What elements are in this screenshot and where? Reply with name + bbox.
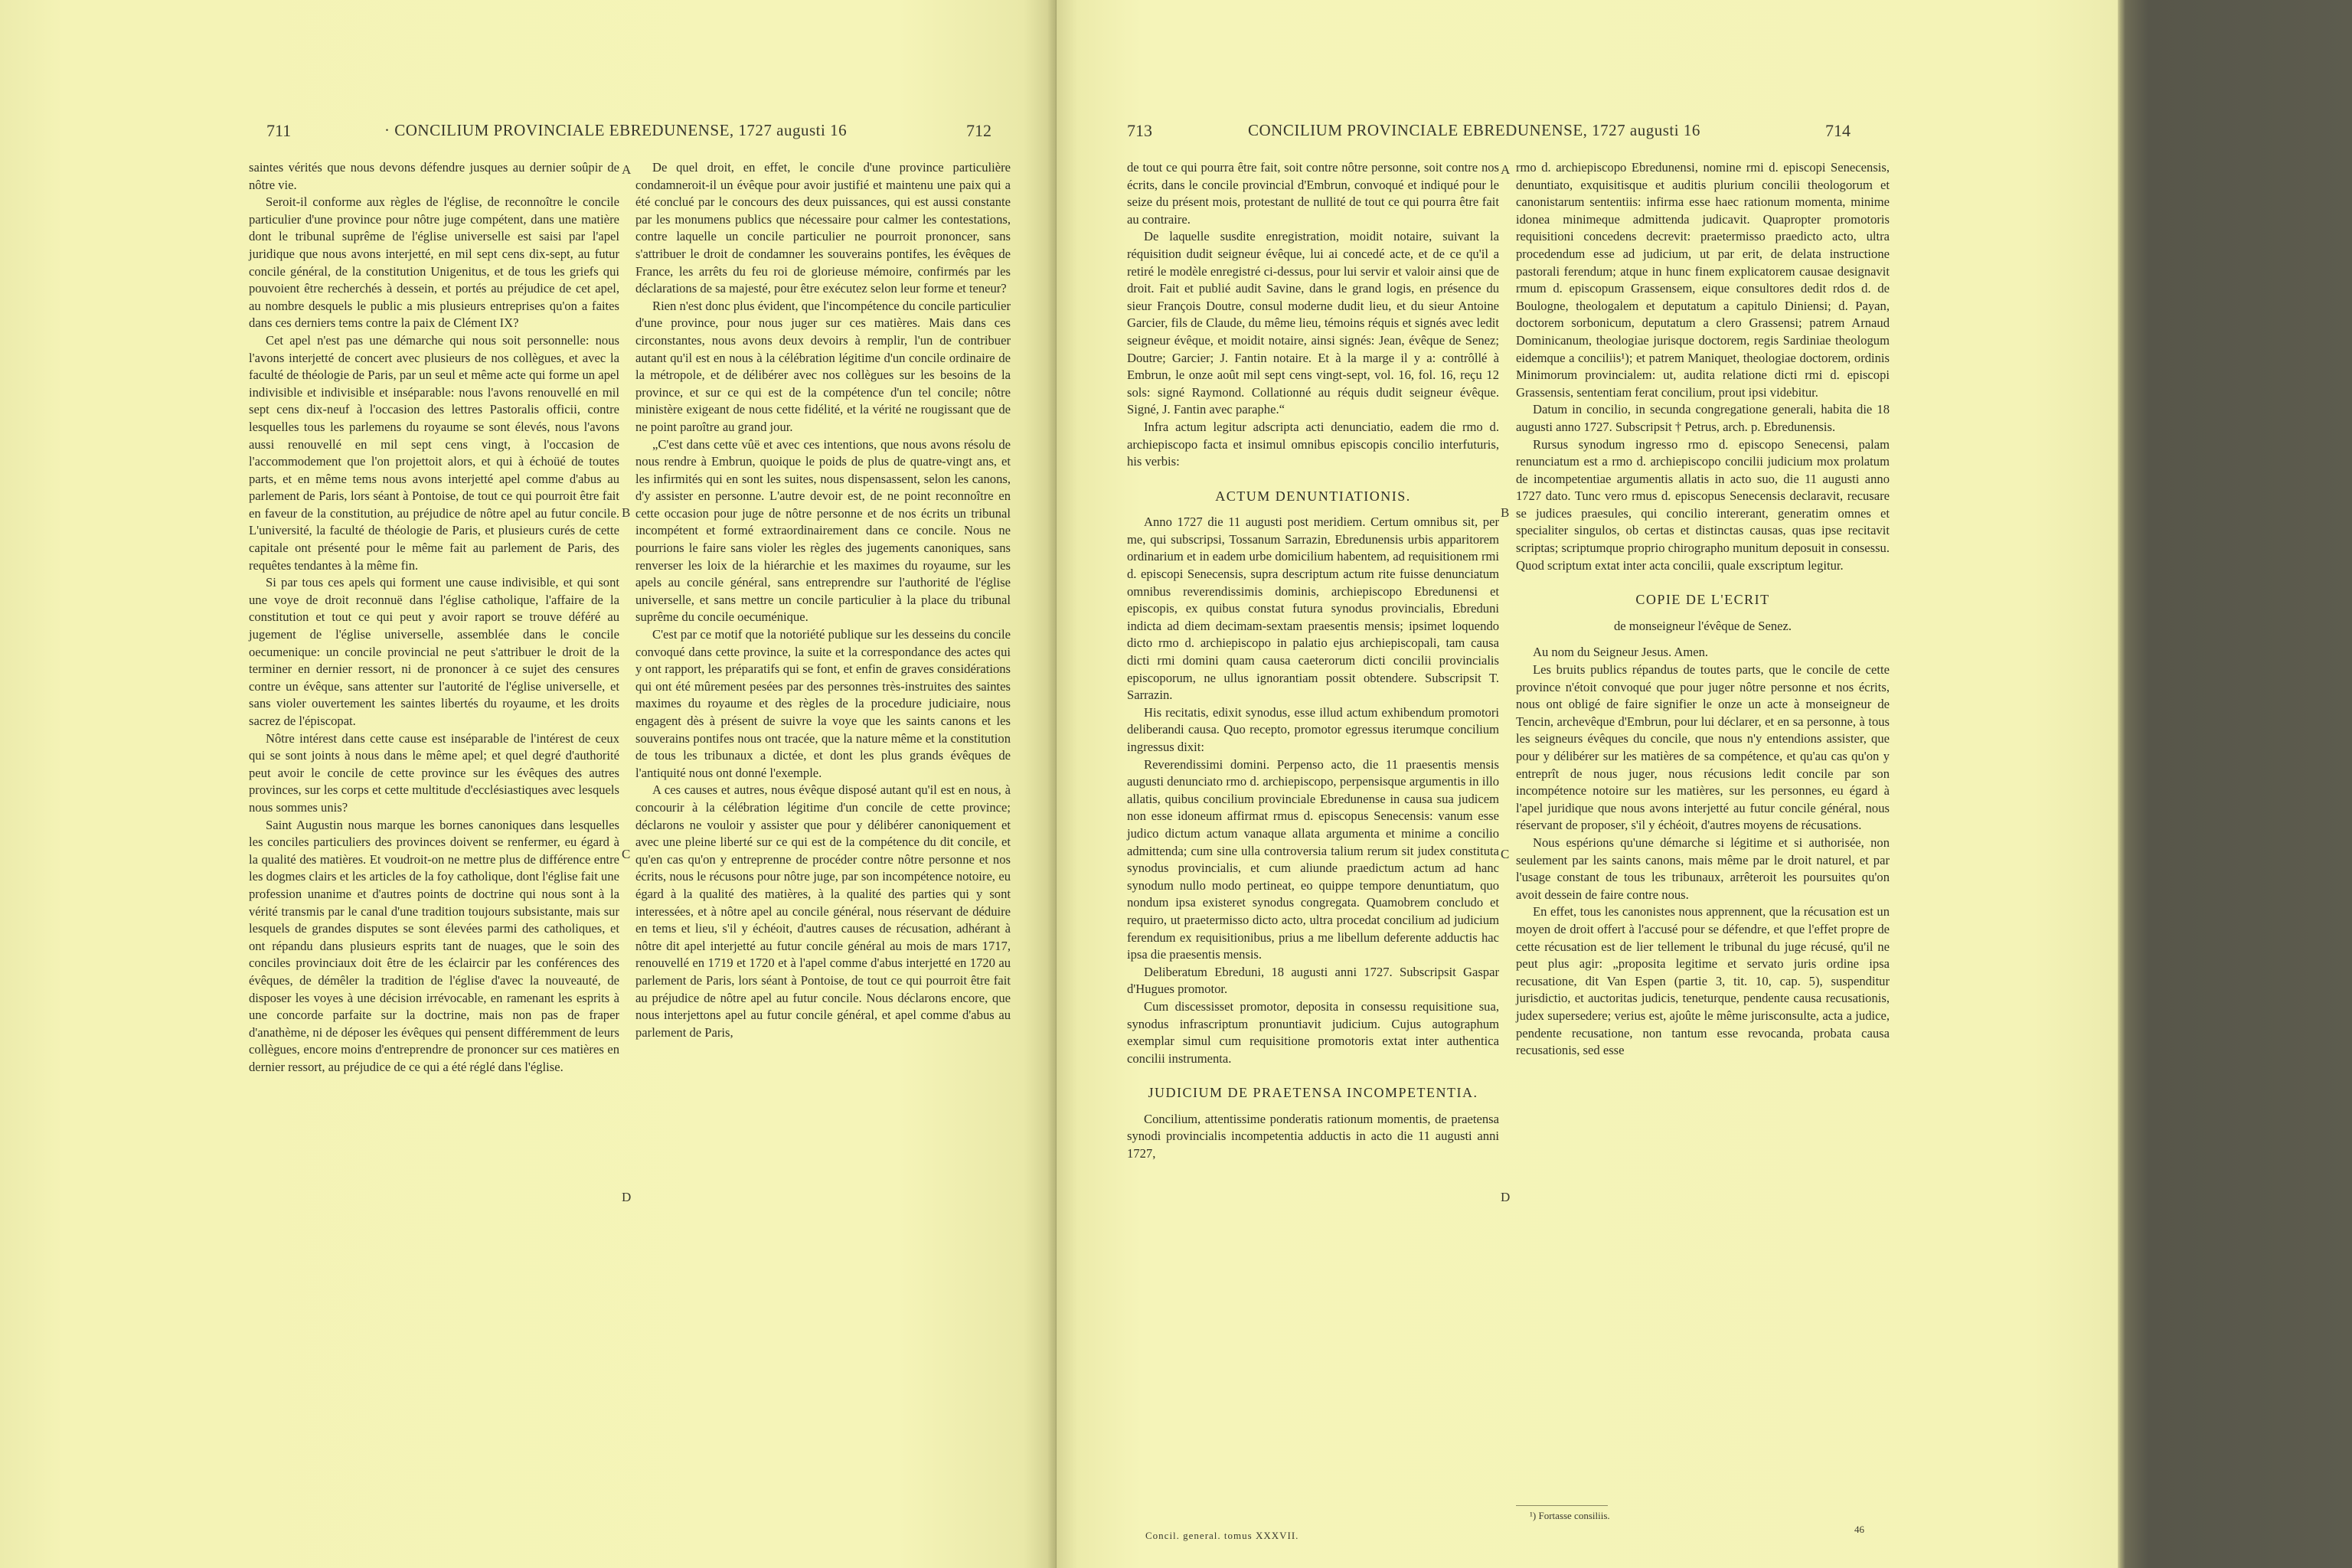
left-page [0, 0, 1055, 1568]
paragraph: Cum discessisset promotor, deposita in consessu requisitione sua, synodus infrascriptum pronuntiavit judicium. Cujus autographum exemplar simul cum requisitione promotoris extat inter authentica concilii instrumenta. [1127, 998, 1499, 1066]
margin-letter: D [622, 1190, 632, 1204]
margin-letter: B [1501, 505, 1510, 520]
background-edge [2118, 0, 2352, 1568]
section-subheading: de monseigneur l'évêque de Senez. [1614, 618, 1792, 633]
page-number: 711 [266, 121, 292, 140]
text-column-right [635, 159, 1011, 1041]
paragraph: His recitatis, edixit synodus, esse illud actum exhibendum promotori deliberandi causa. Quo recepto, promotor egressus iterumque concilium ingressus dixit: [1127, 704, 1499, 754]
text-column-left [1127, 159, 1499, 1163]
paragraph: rmo d. archiepiscopo Ebredunensi, nomine rmi d. episcopi Senecensis, denuntiato, exquisitisque et auditis plurium concilii theologorum et canonistarum sententiis: infirma esse haec rationum momenta, minime idonea minimeque admittenda judicavit. Quapropter promotoris requisitioni concedens decrevit: praetermisso praedicto acto, ultra procedendum esse ad judicium, ut par erit, de delata instructione pastorali ferendum; atque in hunc finem explicatorem causae designavit rmum d. episcopum Grassensem, eique consultores dedit rdos d. de Boulogne, theologalem et deputatum a capitulo Diniensi; d. Payan, doctorem sorbonicum, deputatum a clero Grassensi; patrem Arnaud Dominicanum, theologiae jurisque doctorem, regis Sardiniae theologum eidemque a conciliis¹); et patrem Maniquet, theologiae doctorem, ordinis Minimorum provincialem: ut, audita relatione dicti rmi d. episcopi Grassensis, sententiam ferat concilium, prout ipsi videbitur. [1516, 160, 1890, 400]
section-heading: ACTUM DENUNTIATIONIS. [1215, 488, 1411, 504]
text-column-right [1516, 159, 1890, 1060]
paragraph: A ces causes et autres, nous évêque disposé autant qu'il est en nous, à concourir à la célébration légitime d'un concile de cette province; déclarons ne vouloir y assister que pour y délibérer canoniquement et avec une pleine liberté sur ce qui est de la compétence du dit concile, et qu'en cas qu'on y entreprenne de procéder contre nôtre personne et nos écrits, nous le récusons pour nôtre juge, par son incompétence notoire, eu égard à la qualité des matières, à la qualité des parties qui y sont interessées, et à nôtre apel au concile général, nous réservant de déduire en tems et lieu, s'il y échéoit, d'autres causes de récusation, adhérant à nôtre dit apel interjetté au futur concile général au mois de mars 1717, renouvellé en 1719 et 1720 et à l'apel comme d'abus interjetté en 1720 au parlement de Paris, lors séant à Pontoise, de tout ce qui pourroit être fait au préjudice de nôtre apel au futur concile. Nous déclarons encore, que nous interjettons apel au futur concile général, et apel comme d'abus au parlement de Paris, [635, 782, 1011, 1040]
signature-line: Concil. general. tomus XXXVII. [1145, 1530, 1299, 1541]
paragraph: Anno 1727 die 11 augusti post meridiem. Certum omnibus sit, per me, qui subscripsi, Tossanum Sarrazin, Ebredunensis urbis apparitorem ordinarium et in eadem urbe domicilium habentem, ad requisitionem rmi d. episcopi Senecensis, supra descriptum actum rite fuisse denunciatum omnibus reverendissimis dominis, archiepiscopo Ebredunensi et episcopis, ex quibus constat futura synodus provincialis, Ebreduni indicta ad diem decimam-sextam praesentis mensis; ipsimet loquendo dicto rmo d. archiepiscopo in palatio ejus archiepiscopali, tam causa dicti rmi domini quam causa caeterorum dicti concilii provincialis episcoporum, ne ullus ignorantiam possit obtendere. Subscripsit T. Sarrazin. [1127, 514, 1499, 703]
paragraph: Nôtre intérest dans cette cause est inséparable de l'intérest de ceux qui se sont joints à nous dans le même apel; et quel degré d'authorité peut avoir le concile de cette province sur les évêques des autres provinces, sur les corps et cette multitude d'ecclésiastiques avec lesquels nous sommes unis? [249, 730, 619, 815]
footnote-rule [1516, 1505, 1608, 1506]
section-heading: JUDICIUM DE PRAETENSA INCOMPETENTIA. [1148, 1085, 1478, 1101]
paragraph: Datum in concilio, in secunda congregatione generali, habita die 18 augusti anno 1727. Subscripsit † Petrus, arch. p. Ebredunensis. [1516, 402, 1890, 434]
paragraph: De laquelle susdite enregistration, moidit notaire, suivant la réquisition dudit seigneur évêque, lui ai concedé acte, et de ce qu'il a retiré le modèle enregistré ci-dessus, pour lui servir et valoir ainsi que de droit. Fait et publié audit Savine, dans le grand logis, en présence du sieur François Doutre, consul moderne dudit lieu, et du sieur Antoine Garcier, fils de Claude, du même lieu, témoins réquis et signés avec ledit seigneur évêque, et moidit notaire, ainsi signés: Jean, évêque de Senez; Doutre; Garcier; J. Fantin notaire. Et à la marge il y a: contrôllé à Embrun, le onze août mil sept cens vingt-sept, vol. 16, fol. 16, reçu 12 sols: signé Raymond. Collationné au réquis dudit seigneur évêque. Signé, J. Fantin avec paraphe.“ [1127, 229, 1499, 417]
margin-letter: C [1501, 847, 1510, 861]
paragraph: Au nom du Seigneur Jesus. Amen. [1533, 645, 1709, 660]
paragraph: Concilium, attentissime ponderatis rationum momentis, de praetensa synodi provincialis incompetentia adductis in acto die 11 augusti anni 1727, [1127, 1111, 1499, 1161]
paragraph: De quel droit, en effet, le concile d'une province particulière condamneroit-il un évêque pour avoir justifié et maintenu une paix qui a été conclué par le concours des deux puissances, qui est aussi constante par les monumens publics que nécessaire pour calmer les contestations, contre laquelle un concile particulier ne pourroit prononcer, sans s'attribuer le droit de condamner les souverains pontifes, les évêques de France, les arrêts du feu roi de glorieuse mémoire, confirmés par les déclarations de sa majesté, pour être exécutez selon leur forme et teneur? [635, 160, 1011, 296]
paragraph: saintes vérités que nous devons défendre jusques au dernier soûpir de nôtre vie. [249, 160, 619, 192]
footnote: ¹) Fortasse consiliis. [1530, 1510, 1610, 1521]
paragraph: Les bruits publics répandus de toutes parts, que le concile de cette province n'étoit convoqué que pour juger nôtre personne et nos écrits, nous ont obligé de faire signifier le onze un acte à monseigneur de Tencin, archevêque d'Embrun, pour lui déclarer, et en sa personne, à tous les seigneurs évêques du concile, que nous n'y entendions assister, que pour y délibérer sur les matières de sa compétence, et qu'au cas qu'on y entreprît de nous juger, nous récusions ledit concile par son incompétence notoire sur les matières, sur les personnes, eu égard à l'apel juridique que nous avons interjetté au futur concile général, nous réservant de proposer, s'il y échéoit, d'autres moyens de récusations. [1516, 662, 1890, 833]
paragraph: Rursus synodum ingresso rmo d. episcopo Senecensi, palam renunciatum est a rmo d. archiepiscopo concilii judicium mox prolatum de incompetentiae argumentis allatis in acto suo, die 11 augusti anno 1727 dato. Tunc vero rmus d. episcopus Senecensis declaravit, recusare se judices praesules, qui concilio intererant, generatim omnes et specialiter singulos, ob certas et distinctas causas, quas ipse recitavit scriptas; scriptumque proprio chirographo munitum deposuit in consessu. Quod scriptum extat inter acta concilii, quale exscriptum legitur. [1516, 436, 1890, 573]
paragraph: Rien n'est donc plus évident, que l'incompétence du concile particulier d'une province, pour nous juger sur ces matières. Mais dans ces circonstantes, nous avons deux devoirs à remplir, l'un de contribuer autant qu'il est en nous à la célébration légitime d'un concile ordinaire de la métropole, et de délibérer avec nos collègues sur les besoins de la province, et sur ce qui est de la compétence d'un tel concile; nôtre ministère exigeant de nous cette fidélité, et la vérité ne rougissant que de ne point paroître au grand jour. [635, 298, 1011, 434]
paragraph: En effet, tous les canonistes nous apprennent, que la récusation est un moyen de droit offert à l'accusé pour se défendre, et que l'effet propre de cette récusation est de lier tellement le tribunal du juge récusé, qu'il ne peut plus agir: „proposita legitime et servato juris ordine ipsa recusatione, dit Van Espen (partie 3, tit. 10, cap. 5), suspenditur jurisdictio, et auctoritas judicis, teneturque, pendente causa recusationis, judex supersedere; verius est, ajoûte le même jurisconsulte, acta a judice, pendente recusatione, non tantum esse revocanda, probata causa recusationis, sed esse [1516, 904, 1890, 1058]
signature-number: 46 [1854, 1524, 1864, 1535]
running-head: · CONCILIUM PROVINCIALE EBREDUNENSE, 1727 augusti 16 [384, 121, 848, 139]
page-number: 714 [1825, 121, 1851, 140]
right-page [1057, 0, 2118, 1568]
paragraph: „C'est dans cette vûë et avec ces intentions, que nous avons résolu de nous rendre à Embrun, quoique le poids de plus de quatre-vingt ans, et les infirmités qui en sont les suites, nous dispensassent, selon les canons, d'y assister en personne. L'autre devoir est, de ne point reconnoître en cette occasion pour juge de nôtre personne et de nos écrits un tribunal incompétent et formé extraordinairement dans ce concile. Nous ne pourrions le faire sans violer les règles des jugements canoniques, sans renverser les loix de la hiérarchie et les maximes du royaume, sur les apels au concile général, sans entreprendre sur l'authorité de l'église universelle, et sans mettre un concile particulier à la place du tribunal suprême du concile oecuménique. [635, 436, 1011, 625]
page-number: 713 [1127, 121, 1152, 140]
margin-letter: D [1501, 1190, 1511, 1204]
paragraph: C'est par ce motif que la notoriété publique sur les desseins du concile convoqué dans cette province, la suite et la correspondance des actes qui y ont rapport, les préparatifs qui se font, et enfin de graves considérations qui ont été mûrement pesées par des personnes très-instruites des saintes maximes du royaume et des règles de la procedure judiciaire, nous engagent dès à présent de suivre la voye que les saints canons et les souverains pontifes nous ont tracée, que la nature même et la constitution de tous les tribunaux a dictée, et dont les plus grands évêques de l'antiquité nous ont donné l'exemple. [635, 627, 1011, 780]
page-number: 712 [966, 121, 991, 140]
running-head: CONCILIUM PROVINCIALE EBREDUNENSE, 1727 augusti 16 [1248, 121, 1700, 139]
paragraph: Reverendissimi domini. Perpenso acto, die 11 praesentis mensis augusti denunciato rmo d. archiepiscopo, perpensisque argumentis in illo allatis, quibus concilium provinciale Ebredunense in causa sua judicem non esse idoneum affirmat rmus d. episcopus Senecensis: vanum esse judico dictum actum vanaque allata argumenta et minime a concilio admittenda; cum sine ulla controversia talium rerum sit judex constituta synodus provincialis, et cum aliunde praedictum actum ad hanc synodum nullo modo pertineat, eo quippe tempore denuntiatum, quo nondum ipsa existeret synodus congregata. Quamobrem concludo et requiro, ut praetermisso dicto acto, ultra procedat concilium ad judicium ferendum ex requisitionibus, prius a me libellum deferente adductis hac ipsa die praesentis mensis. [1127, 756, 1499, 962]
section-heading: COPIE DE L'ECRIT [1635, 592, 1770, 608]
paragraph: Deliberatum Ebreduni, 18 augusti anni 1727. Subscripsit Gaspar d'Hugues promotor. [1127, 964, 1499, 997]
paragraph: Nous espérions qu'une démarche si légitime et si authorisée, non seulement par les saints canons, mais même par le droit naturel, et par l'usage constant de tous les tribunaux, arrêteroit les poursuites qu'on avoit dessein de faire contre nous. [1516, 835, 1890, 902]
paragraph: Infra actum legitur adscripta acti denunciatio, eadem die rmo d. archiepiscopo facta et insimul omnibus episcopis concilio interfuturis, his verbis: [1127, 419, 1499, 469]
margin-letter: B [622, 505, 631, 520]
text-column-left [249, 159, 619, 1076]
paragraph: de tout ce qui pourra être fait, soit contre nôtre personne, soit contre nos écrits, dans le concile provincial d'Embrun, convoqué et indiqué pour le seize du présent mois, protestant de nullité de tout ce qui pourra être fait au contraire. [1127, 160, 1499, 227]
paragraph: Seroit-il conforme aux règles de l'église, de reconnoître le concile particulier d'une province pour nôtre juge compétent, dans une matière dont le tribunal suprême de l'église universelle est saisi par l'apel juridique que nous avons interjetté, en mil sept cens dix-sept, au futur concile général, de la constitution Unigenitus, et de tous les griefs qui pouvoient être recherchés à dessein, et portés au préjudice de cet apel, au nombre desquels le public a mis plusieurs entreprises qu'on a faites dans ces derniers tems contre la paix de Clément IX? [249, 194, 619, 331]
paragraph: Cet apel n'est pas une démarche qui nous soit personnelle: nous l'avons interjetté de concert avec plusieurs de nos collègues, et avec la faculté de théologie de Paris, par un seul et même acte qui forme un apel indivisible et indivisible et inséparable: nous l'avons renouvellé en mil sept cens dix-neuf à l'occasion des lettres Pastoralis officii, contre lesquelles tous les parlemens du royaume se sont élevés, nous l'avons aussi renouvellé en mil sept cens vingt, à l'occasion de l'accommodement que l'on projettoit alors, et qui à échoüé de toutes parts, et en même tems nous avons interjetté apel comme d'abus au parlement de Paris, lors séant à Pontoise, de tout ce qui pourroit être fait en faveur de la constitution, au préjudice de nôtre apel au futur concile. L'université, la faculté de théologie de Paris, et plusieurs curés de cette capitale ont présenté pour le même fait au parlement de Paris, des requêtes tendantes à la même fin. [249, 332, 619, 573]
paragraph: Si par tous ces apels qui forment une cause indivisible, et qui sont une voye de droit reconnuë dans l'église catholique, l'affaire de la constitution et tout ce qui peut y avoir raport se trouve déféré au jugement de l'église universelle, assemblée dans le concile oecumenique: un concile provincial ne peut s'attribuer le droit de la terminer en dernier ressort, ni de prononcer à ce sujet des censures contre un évêque, sans attenter sur l'autorité de l'église universelle, et sans violer ouvertement les saintes libertés du royaume, et les droits sacrez de l'épiscopat. [249, 575, 619, 728]
margin-letter: C [622, 847, 631, 861]
margin-letter: A [1501, 162, 1511, 177]
paragraph: Saint Augustin nous marque les bornes canoniques dans lesquelles les conciles particuliers des provinces doivent se renfermer, eu égard à la qualité des matières. Et voudroit-on ne mettre plus de différence entre les dogmes clairs et les articles de la foy catholique, dont l'église fait une profession unanime et d'autres points de doctrine qui nous sont à la vérité transmis par le canal d'une tradition toujours subsistante, mais sur lesquels de grandes disputes se sont élevées parmi des catholiques, et ont répandu dans plusieurs esprits tant de nuages, que le soin des conciles provinciaux doit être de les éclaircir par les conférences des évêques, de démêler la tradition de l'église d'avec la nouveauté, de disposer les voyes à une décision irrévocable, en ramenant les esprits à une concorde parfaite sur la doctrine, mais non pas de fraper d'anathème, ni de déposer les évêques qui pensent différemment de leurs collègues, encore moins d'entreprendre de prononcer sur ces matières en dernier ressort, au préjudice de ce qui a été réglé dans l'église. [249, 817, 619, 1074]
margin-letter: A [622, 162, 632, 177]
